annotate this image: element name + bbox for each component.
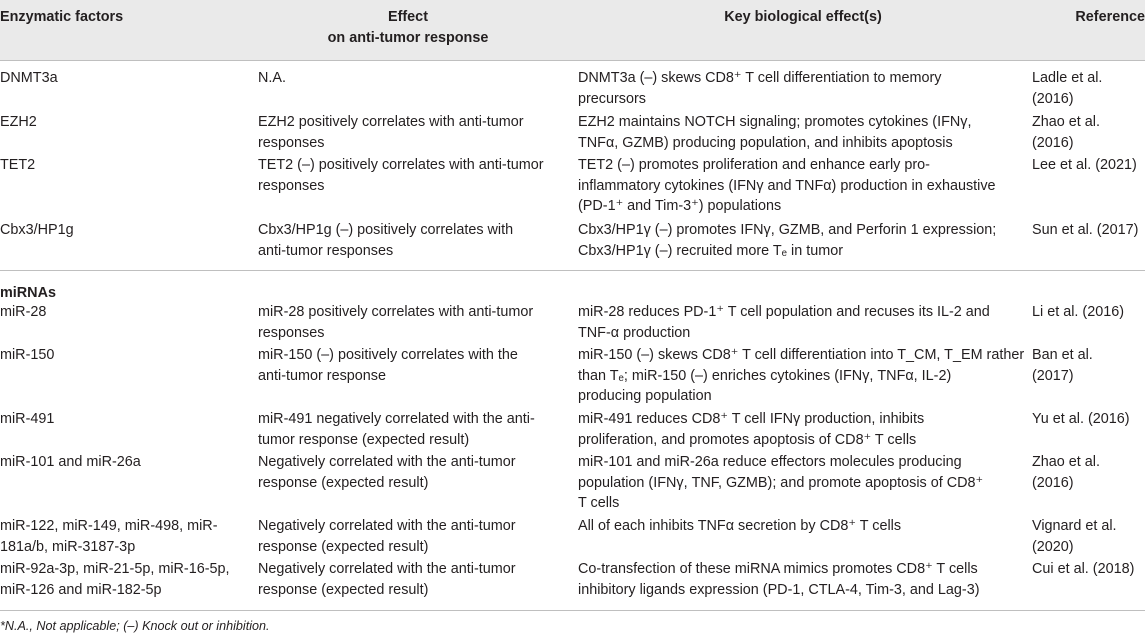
cell-effect [258,220,513,261]
cell-factor [0,220,74,241]
cell-effect [258,345,518,386]
cell-line: miR-491 reduces CD8⁺ T cell IFNγ production, inhibits [578,411,925,427]
cell-effect [258,409,535,450]
cell-reference [1032,302,1124,323]
cell-line: EZH2 [0,114,37,130]
cell-key-effect [578,452,983,514]
cell-line: TNF-α production [578,324,691,341]
cell-line: than Tₑ; miR-150 (–) enriches cytokines (IFNγ, TNFα, IL-2) [578,367,952,384]
cell-line: precursors [578,90,646,107]
cell-line: (2016) [1032,134,1074,151]
cell-effect [258,112,524,153]
cell-line: (2017) [1032,367,1074,384]
cell-reference [1032,155,1137,176]
cell-factor [0,155,35,176]
cell-line: All of each inhibits TNFα secretion by CD8⁺ T cells [578,518,902,534]
cell-factor [0,516,218,557]
cell-line: miR-28 reduces PD-1⁺ T cell population and recuses its IL-2 and [578,304,990,320]
cell-line: miR-150 [0,347,55,363]
cell-line: inflammatory cytokines (IFNγ and TNFα) production in exhaustive [578,177,996,194]
cell-line: Ban et al. [1032,347,1093,363]
cell-line: anti-tumor responses [258,242,394,259]
cell-key-effect [578,302,990,343]
cell-line: TET2 [0,157,36,173]
cell-line: Negatively correlated with the anti-tumor [258,454,516,470]
cell-line: miR-28 [0,304,47,320]
cell-factor [0,559,230,600]
cell-key-effect [578,345,1024,407]
cell-line: (2016) [1032,474,1074,491]
cell-line: miR-150 (–) skews CD8⁺ T cell differentiation into T_CM, T_EM rather [578,347,1025,363]
cell-line: Cui et al. (2018) [1032,561,1135,577]
cell-effect [258,516,516,557]
cell-factor [0,452,141,473]
section-divider [0,270,1145,271]
cell-effect [258,559,516,600]
cell-line: miR-92a-3p, miR-21-5p, miR-16-5p, [0,561,230,577]
cell-line: Li et al. (2016) [1032,304,1124,320]
table-bottom-rule [0,610,1145,611]
cell-factor [0,112,37,133]
cell-line: proliferation, and promotes apoptosis of CD8⁺ T cells [578,431,917,448]
cell-line: TET2 (–) promotes proliferation and enhance early pro- [578,157,930,173]
cell-line: Lee et al. (2021) [1032,157,1137,173]
cell-line: TNFα, GZMB) producing population, and inhibits apoptosis [578,134,953,151]
cell-line: Cbx3/HP1γ (–) recruited more Tₑ in tumor [578,242,843,259]
cell-line: EZH2 positively correlates with anti-tumor [258,114,524,130]
cell-reference [1032,409,1130,430]
cell-line: Yu et al. (2016) [1032,411,1130,427]
cell-effect [258,302,533,343]
cell-key-effect [578,516,901,537]
cell-line: miR-28 positively correlates with anti-tumor [258,304,534,320]
cell-effect [258,68,286,89]
cell-key-effect [578,559,980,600]
cell-line: miR-122, miR-149, miR-498, miR- [0,518,218,534]
cell-reference [1032,345,1093,386]
cell-reference [1032,220,1138,241]
cell-line: Vignard et al. [1032,518,1117,534]
cell-factor [0,345,54,366]
cell-factor [0,68,58,89]
cell-line: response (expected result) [258,581,429,598]
cell-line: miR-101 and miR-26a [0,454,141,470]
cell-factor [0,302,46,323]
cell-line: miR-126 and miR-182-5p [0,581,162,598]
cell-effect [258,452,516,493]
cell-line: (2016) [1032,90,1074,107]
cell-line: TET2 (–) positively correlates with anti-tumor [258,157,544,173]
cell-line: Negatively correlated with the anti-tumor [258,561,516,577]
header-divider [0,60,1145,61]
cell-line: Co-transfection of these miRNA mimics promotes CD8⁺ T cells [578,561,978,577]
cell-line: responses [258,177,325,194]
header-effect-line2: on anti-tumor response [327,29,489,46]
cell-line: Ladle et al. [1032,70,1103,86]
cell-key-effect [578,220,996,261]
table-header [0,0,1145,60]
cell-key-effect [578,112,971,153]
cell-line: Cbx3/HP1g [0,222,74,238]
section-label: miRNAs [0,285,56,301]
cell-line: producing population [578,388,712,404]
cell-line: miR-101 and miR-26a reduce effectors molecules producing [578,454,962,470]
header-reference: Reference [1075,9,1145,25]
cell-reference [1032,112,1100,153]
cell-line: miR-491 negatively correlated with the anti- [258,411,535,427]
cell-line: response (expected result) [258,474,429,491]
cell-effect [258,155,544,196]
cell-line: EZH2 maintains NOTCH signaling; promotes cytokines (IFNγ, [578,114,972,130]
cell-line: T cells [578,495,620,511]
cell-key-effect [578,155,996,217]
cell-line: 181a/b, miR-3187-3p [0,538,136,555]
cell-line: (2020) [1032,538,1074,555]
cell-line: DNMT3a [0,70,58,86]
cell-line: inhibitory ligands expression (PD-1, CTLA-4, Tim-3, and Lag-3) [578,581,980,598]
cell-line: (PD-1⁺ and Tim-3⁺) populations [578,198,782,214]
cell-line: Negatively correlated with the anti-tumor [258,518,516,534]
cell-key-effect [578,409,924,450]
header-effect-line1: Effect [388,9,428,25]
cell-line: tumor response (expected result) [258,431,470,448]
cell-key-effect [578,68,941,109]
cell-line: response (expected result) [258,538,429,555]
cell-line: responses [258,134,325,151]
cell-line: population (IFNγ, TNF, GZMB); and promote apoptosis of CD8⁺ [578,474,984,491]
cell-line: Zhao et al. [1032,114,1100,130]
cell-reference [1032,68,1102,109]
cell-line: DNMT3a (–) skews CD8⁺ T cell differentiation to memory [578,70,942,86]
cell-line: miR-150 (–) positively correlates with the [258,347,518,363]
cell-reference [1032,559,1134,580]
cell-reference [1032,516,1117,557]
header-effect [258,7,558,48]
header-enzymatic-factors: Enzymatic factors [0,9,124,25]
cell-line: Cbx3/HP1g (–) positively correlates with [258,222,514,238]
cell-line: Zhao et al. [1032,454,1100,470]
cell-line: Cbx3/HP1γ (–) promotes IFNγ, GZMB, and Perforin 1 expression; [578,222,997,238]
cell-line: anti-tumor response [258,367,386,384]
cell-line: miR-491 [0,411,55,427]
cell-factor [0,409,54,430]
header-key-biological-effects: Key biological effect(s) [724,9,882,25]
cell-line: N.A. [258,70,286,86]
cell-reference [1032,452,1100,493]
table-footnote: *N.A., Not applicable; (–) Knock out or inhibition. [0,619,270,633]
cell-line: Sun et al. (2017) [1032,222,1139,238]
cell-line: responses [258,324,325,341]
